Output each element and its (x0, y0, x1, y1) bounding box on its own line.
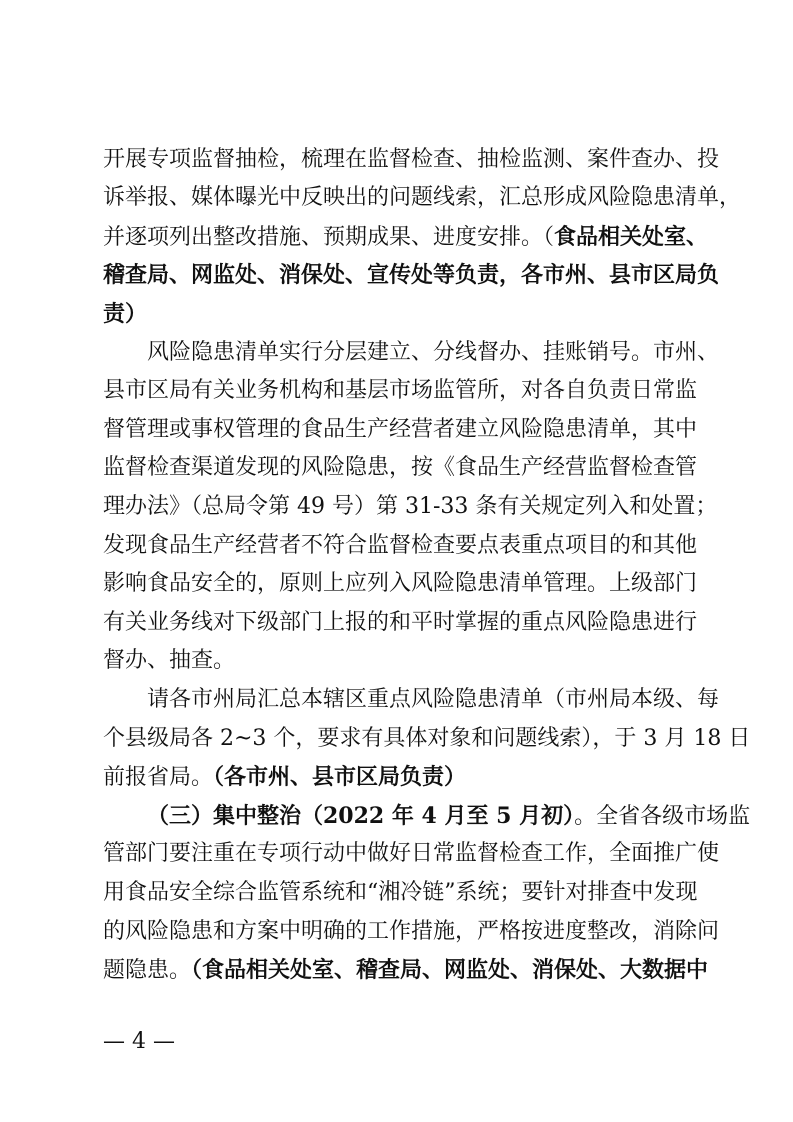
section-heading: （三）集中整治（2022 年 4 月至 5 月初） (147, 803, 575, 829)
paragraph-line (103, 488, 718, 526)
line-text: 管部门要注重在专项行动中做好日常监督检查工作，全面推广使 (103, 841, 720, 866)
line-text: 县市区局有关业务机构和基层市场监管所，对各自负责日常监 (103, 378, 698, 403)
paragraph-line (147, 681, 720, 719)
line-text: 督办、抽查。 (103, 648, 236, 673)
responsible-departments-text: 食品相关处室、 (554, 224, 709, 250)
paragraph-line (103, 256, 720, 294)
line-text: 个县级局各 2~3 个，要求有具体对象和问题线索），于 3 月 18 日 (103, 726, 751, 751)
paragraph-line (103, 449, 698, 487)
responsible-departments-text: （食品相关处室、稽查局、网监处、消保处、大数据中 (191, 957, 709, 983)
paragraph-line (103, 835, 720, 873)
paragraph-line (103, 758, 693, 796)
line-text: 开展专项监督抽检，梳理在监督检查、抽检监测、案件查办、投 (103, 147, 720, 172)
line-text: 诉举报、媒体曝光中反映出的问题线索，汇总形成风险隐患清单， (103, 185, 742, 210)
line-text: 理办法》（总局令第 49 号）第 31-33 条有关规定列入和处置； (103, 494, 718, 519)
line-text: 前报省局。 (103, 765, 214, 790)
paragraph-line (103, 565, 698, 603)
paragraph-line (103, 642, 693, 680)
line-text: 影响食品安全的，原则上应列入风险隐患清单管理。上级部门 (103, 571, 698, 596)
page-number: — 4 — (103, 1029, 175, 1054)
line-text: 题隐患。 (103, 958, 192, 983)
paragraph-line (147, 334, 720, 372)
paragraph-line (103, 951, 709, 989)
paragraph-line (103, 411, 698, 449)
paragraph-line (103, 874, 698, 912)
paragraph-line (147, 797, 751, 835)
line-text: 督管理或事权管理的食品生产经营者建立风险隐患清单，其中 (103, 417, 698, 442)
paragraph-line (103, 179, 742, 217)
paragraph-line (103, 604, 698, 642)
line-text: 用食品安全综合监管系统和“湘冷链”系统；要针对排查中发现 (103, 880, 698, 905)
responsible-departments-text: （各市州、县市区局负责） (213, 764, 467, 790)
paragraph-line (103, 372, 698, 410)
paragraph-line (103, 141, 720, 179)
line-text: 责） (103, 301, 148, 327)
line-text: 的风险隐患和方案中明确的工作措施，严格按进度整改，消除问 (103, 919, 720, 944)
paragraph-line (103, 913, 720, 951)
line-text: 有关业务线对下级部门上报的和平时掌握的重点风险隐患进行 (103, 610, 698, 635)
line-text: 风险隐患清单实行分层建立、分线督办、挂账销号。市州、 (147, 340, 720, 365)
line-text: 发现食品生产经营者不符合监督检查要点表重点项目的和其他 (103, 533, 698, 558)
paragraph-line (103, 720, 751, 758)
paragraph-line (103, 218, 709, 256)
line-text: 请各市州局汇总本辖区重点风险隐患清单（市州局本级、每 (147, 687, 720, 712)
line-text: 监督检查渠道发现的风险隐患，按《食品生产经营监督检查管 (103, 455, 698, 480)
line-text: 。全省各级市场监 (574, 804, 751, 829)
line-text: 并逐项列出整改措施、预期成果、进度安排。（ (103, 225, 555, 250)
line-text: 稽查局、网监处、消保处、宣传处等负责，各市州、县市区局负 (103, 262, 720, 288)
paragraph-line (103, 527, 698, 565)
paragraph-line (103, 295, 693, 333)
